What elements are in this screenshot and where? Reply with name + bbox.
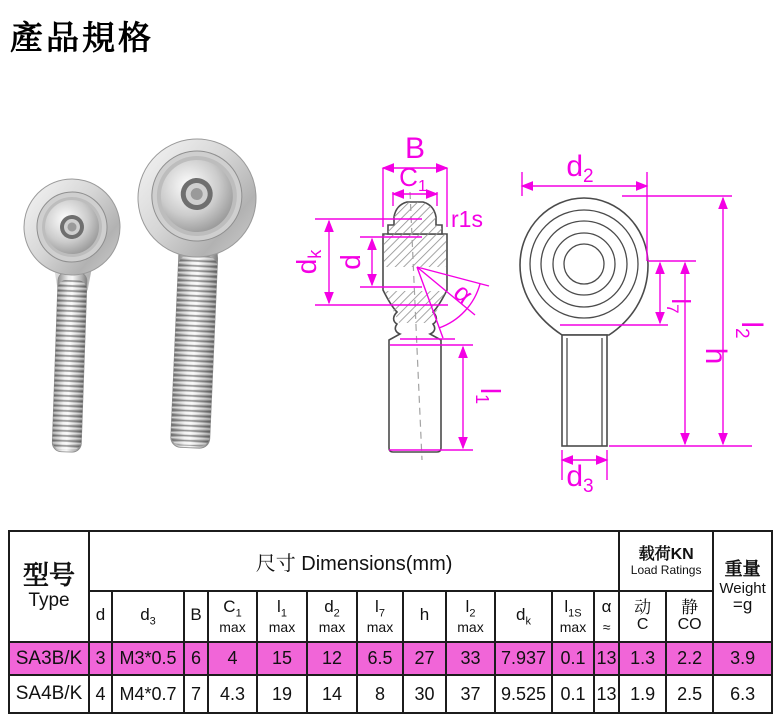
product-photos bbox=[0, 130, 290, 490]
label-d: d bbox=[335, 254, 366, 270]
upper-hatching bbox=[384, 234, 446, 267]
value-cell: 7 bbox=[184, 675, 208, 713]
label-alpha: α bbox=[448, 277, 480, 310]
col-header-dimensions: 尺寸 Dimensions(mm) bbox=[89, 531, 619, 591]
table-row-sa3bk bbox=[9, 642, 772, 675]
col-header-d3: $d_3$ bbox=[112, 591, 184, 642]
value-cell: 2.2 bbox=[666, 642, 713, 675]
value-cell: M3*0.5 bbox=[112, 642, 184, 675]
label-h: h bbox=[699, 347, 732, 365]
value-cell: 15 bbox=[257, 642, 307, 675]
diagram-front-view bbox=[510, 128, 775, 493]
label-d2: $d_2$ bbox=[566, 150, 594, 187]
value-cell: 2.5 bbox=[666, 675, 713, 713]
value-cell: 3 bbox=[89, 642, 112, 675]
col-header-dk: $d_k$ bbox=[495, 591, 552, 642]
table-row-sa4bk bbox=[9, 675, 772, 713]
value-cell: 9.525 bbox=[495, 675, 552, 713]
value-cell: 6 bbox=[184, 642, 208, 675]
value-cell: 13 bbox=[594, 675, 619, 713]
col-header-d: d bbox=[89, 591, 112, 642]
col-header-type: 型号 Type bbox=[9, 531, 89, 642]
col-header-d2: $d_2$ max bbox=[307, 591, 357, 642]
spec-table bbox=[8, 530, 773, 714]
value-cell: 8 bbox=[357, 675, 403, 713]
value-cell: M4*0.7 bbox=[112, 675, 184, 713]
col-header-l2: $l_2$ max bbox=[446, 591, 495, 642]
col-header-l7: $l_7$ max bbox=[357, 591, 403, 642]
type-cell: SA4B/K bbox=[9, 675, 89, 713]
label-l1: l1 bbox=[472, 387, 506, 405]
value-cell: 7.937 bbox=[495, 642, 552, 675]
label-dk: dk bbox=[291, 249, 325, 275]
shaft-outline bbox=[562, 335, 607, 446]
rod-end-photo-small bbox=[19, 174, 125, 452]
value-cell: 4.3 bbox=[208, 675, 257, 713]
value-cell: 30 bbox=[403, 675, 446, 713]
col-header-load-ratings: 载荷KN Load Ratings bbox=[619, 531, 713, 591]
col-header-l1s: $l_{1S}$ max bbox=[552, 591, 594, 642]
value-cell: 0.1 bbox=[552, 675, 594, 713]
label-B: B bbox=[404, 132, 426, 165]
value-cell: 33 bbox=[446, 642, 495, 675]
col-header-l1: $l_1$ max bbox=[257, 591, 307, 642]
col-header-dynamic-C: 动 C bbox=[619, 591, 666, 642]
label-r1s: r1s bbox=[451, 206, 483, 232]
value-cell: 27 bbox=[403, 642, 446, 675]
col-header-h: h bbox=[403, 591, 446, 642]
col-header-alpha: α ≈ bbox=[594, 591, 619, 642]
diagram-side-view bbox=[285, 122, 515, 472]
value-cell: 3.9 bbox=[713, 642, 772, 675]
header-row-dims bbox=[9, 591, 772, 642]
value-cell: 0.1 bbox=[552, 642, 594, 675]
value-cell: 1.3 bbox=[619, 642, 666, 675]
value-cell: 4 bbox=[89, 675, 112, 713]
value-cell: 6.3 bbox=[713, 675, 772, 713]
cap-hatching bbox=[388, 202, 442, 234]
value-cell: 1.9 bbox=[619, 675, 666, 713]
col-header-static-CO: 静 CO bbox=[666, 591, 713, 642]
label-l2: $l_2$ bbox=[731, 321, 768, 339]
value-cell: 6.5 bbox=[357, 642, 403, 675]
value-cell: 14 bbox=[307, 675, 357, 713]
type-cell: SA3B/K bbox=[9, 642, 89, 675]
value-cell: 37 bbox=[446, 675, 495, 713]
label-d3: $d_3$ bbox=[566, 460, 594, 493]
value-cell: 13 bbox=[594, 642, 619, 675]
header-row-groups bbox=[9, 531, 772, 591]
label-C1: C1 bbox=[399, 162, 427, 195]
value-cell: 12 bbox=[307, 642, 357, 675]
value-cell: 19 bbox=[257, 675, 307, 713]
rod-end-photo-large bbox=[134, 135, 260, 449]
page-title: 產品規格 bbox=[10, 19, 154, 56]
col-header-weight: 重量 Weight =g bbox=[713, 531, 772, 642]
value-cell: 4 bbox=[208, 642, 257, 675]
col-header-B: B bbox=[184, 591, 208, 642]
col-header-C1: $C_1$ max bbox=[208, 591, 257, 642]
head-outline bbox=[520, 198, 648, 335]
label-l7: l7 bbox=[663, 298, 696, 314]
